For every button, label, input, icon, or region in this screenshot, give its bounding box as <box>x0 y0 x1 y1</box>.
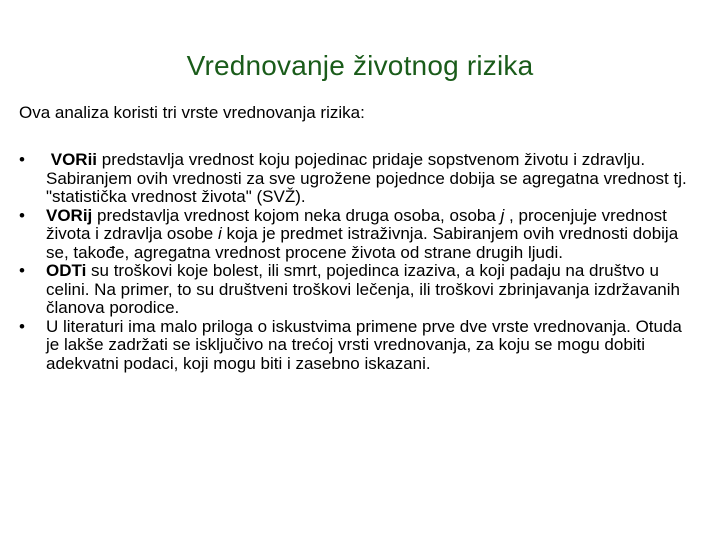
intro-text: Ova analiza koristi tri vrste vrednovanja rizika: <box>19 103 365 122</box>
bullet-2-text-b: , procenjuje vrednost života i zdravlja osobe <box>46 205 667 243</box>
bullet-dot: • <box>19 261 25 280</box>
bullet-item-vorij <box>19 207 699 263</box>
bullet-2-text-c: koja je predmet istraživnja. Sabiranjem ovih vrednosti dobija se, takođe, agregatna vrednost procene života od strane drugih ljudi. <box>46 224 679 262</box>
bullet-2-italic-i: i <box>217 224 222 243</box>
bullet-dot: • <box>19 205 25 225</box>
bullet-3-content <box>46 261 680 317</box>
bullet-item-odti <box>19 262 699 318</box>
bullet-1-content <box>46 150 687 206</box>
bullet-3-text: su troškovi koje bolest, ili smrt, pojedinca izaziva, a koji padaju na društvo u celini. Na primer, to su društveni troškovi lečenja, ili troškovi zbrinjavanja izdržavanih članova porodice. <box>46 261 680 317</box>
bullet-item-vorii <box>19 151 699 207</box>
bullet-dot: • <box>19 150 25 169</box>
bullet-4-text: U literaturi ima malo priloga o iskustvima primene prve dve vrste vrednovanja. Otuda je lakše zadržati se isključivo na trećoj vrsti vrednovanja, za koju se mogu dobiti adekvatni podaci, koji mogu biti i zasebno iskazani. <box>46 316 682 373</box>
bullet-dot: • <box>19 316 25 336</box>
bullet-2-italic-j: j <box>500 205 505 225</box>
term-vorii: VORii <box>50 150 98 169</box>
bullet-1-text: predstavlja vrednost koju pojedinac pridaje sopstvenom životu i zdravlju. Sabiranjem ovih vrednosti za sve ugrožene pojednce dobija se agregatna vrednost tj. "statistička vrednost života" (SVŽ). <box>46 150 687 206</box>
slide-title: Vrednovanje životnog rizika <box>186 50 534 81</box>
bullet-2-content <box>46 206 678 262</box>
bullet-item-literature <box>19 318 699 374</box>
bullet-list <box>19 151 699 373</box>
bullet-2-text-a: predstavlja vrednost kojom neka druga osoba, osoba <box>92 205 501 225</box>
term-odti: ODTi <box>46 261 87 280</box>
term-vorij: VORij <box>46 205 93 225</box>
